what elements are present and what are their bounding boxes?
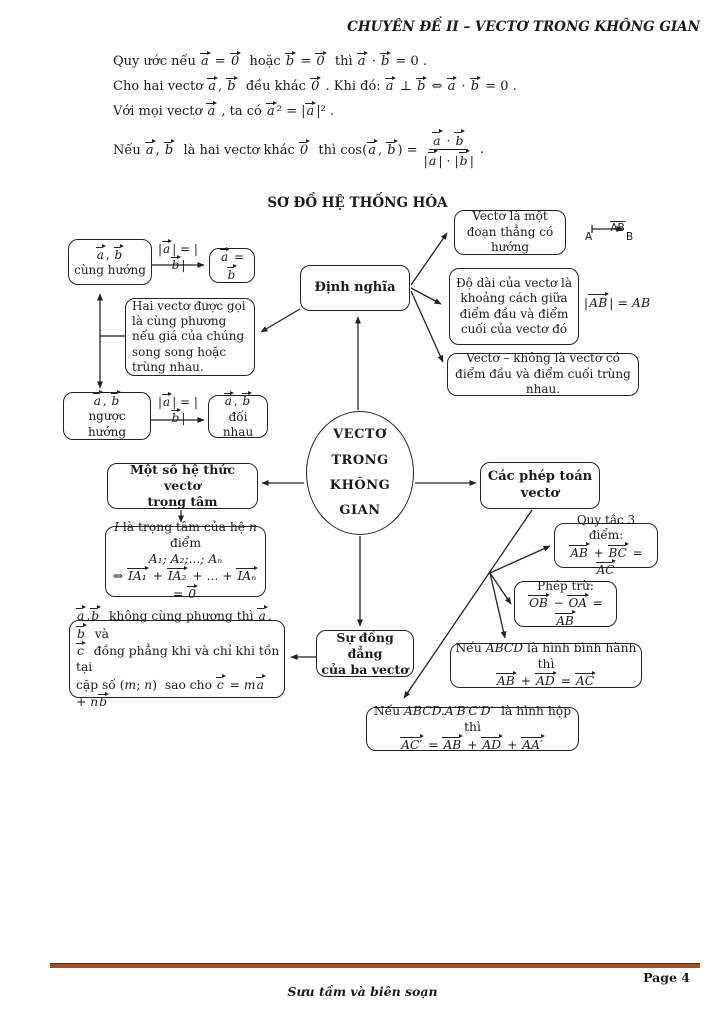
edge-label-equal-length-2: |a | = |b |	[158, 395, 198, 425]
fraction-numerator: a · b	[429, 131, 468, 150]
khong-cung-phuong-line-1: a ,b không cùng phương thì a ,b và	[77, 608, 272, 641]
node-dinh-nghia	[300, 265, 410, 311]
trong-tam-line-3: ⇔ IA₁ + IA₂ + ... + IAₙ = 0	[112, 569, 263, 602]
fraction-denominator: |a | · |b |	[423, 152, 474, 168]
node-trong-tam-detail	[105, 520, 266, 602]
node-vecto-doan-thang-text: Vectơ là một đoạn thẳng có hướng	[466, 209, 554, 255]
node-he-thuc-trong-tam	[107, 463, 258, 509]
node-cung-huong-label: cùng hướng	[74, 263, 146, 277]
edge-label-equal-length-1: |a | = |b |	[158, 242, 198, 272]
point-a-label: A	[585, 231, 593, 243]
khong-cung-phuong-line-3: cặp số (m; n) sao cho c = ma + nb	[76, 677, 270, 710]
phep-tru-formula: OB − OA = AB	[529, 596, 607, 628]
node-doi-nhau	[208, 395, 268, 438]
node-do-dai	[449, 268, 579, 345]
length-ab-formula: |AB | = AB	[583, 295, 651, 310]
footer-rule	[50, 963, 700, 968]
credit-line: Sưu tầm và biên soạn	[287, 984, 438, 999]
quy-tac-title: Quy tắc 3 điểm:	[576, 512, 636, 543]
intro-line-4-text: Nếu a , b là hai vectơ khác 0 thì cos(a , b ) =	[113, 142, 418, 158]
node-cung-huong	[68, 239, 152, 285]
trong-tam-line-1: I là trọng tâm của hệ n điểm	[114, 520, 261, 550]
node-vecto-doan-thang	[454, 210, 566, 255]
node-he-thuc-line-1: Một số hệ thức vectơ	[130, 462, 235, 493]
node-quy-tac-3-diem	[554, 512, 658, 577]
center-line-4: GIAN	[339, 503, 381, 519]
node-nguoc-huong	[63, 392, 151, 440]
node-doi-nhau-label: đối nhau	[222, 409, 254, 440]
node-nguoc-huong-symbols: a , b	[93, 393, 120, 408]
node-center-vecto-trong-khong-gian	[306, 411, 414, 535]
hbh-formula: AB + AD = AC	[496, 674, 595, 689]
node-su-dong-dang	[316, 630, 414, 677]
phep-tru-title: Phép trừ:	[537, 578, 594, 593]
intro-line-2: Cho hai vectơ a , b đều khác 0 . Khi đó: a ⊥ b ⇔ a · b = 0 .	[113, 79, 517, 94]
node-nguoc-huong-label: ngược hướng	[87, 409, 127, 439]
point-b-label: B	[626, 231, 634, 243]
node-a-equals-b	[209, 248, 255, 283]
intro-line-1: Quy ước nếu a = 0 hoặc b = 0 thì a · b = 0 .	[113, 54, 427, 69]
page-number: Page 4	[643, 970, 690, 985]
node-doi-nhau-symbols: a , b	[224, 394, 251, 409]
ab-overline: AB	[610, 222, 625, 234]
page-title: CHUYÊN ĐỀ II – VECTƠ TRONG KHÔNG GIAN	[347, 19, 700, 35]
node-vecto-khong-text: Vectơ – không là vectơ có điểm đầu và điểm cuối trùng nhau.	[455, 351, 631, 397]
node-hai-vecto-cung-phuong	[125, 298, 255, 376]
ab-arrow-label	[597, 209, 625, 246]
node-cac-phep-toan	[480, 462, 600, 509]
node-dong-dang-line-2: của ba vectơ	[321, 661, 409, 677]
node-vecto-khong	[447, 353, 639, 396]
trong-tam-line-2: A₁; A₂;...; Aₙ	[148, 551, 223, 566]
node-do-dai-text: Độ dài của vectơ là khoảng cách giữa điểm đầu và điểm cuối của vectơ đó	[455, 275, 573, 336]
intro-line-3: Với mọi vectơ a , ta có a ² = |a |² .	[113, 104, 335, 119]
node-a-equals-b-formula: a = b	[220, 250, 248, 282]
node-hai-vecto-text: Hai vectơ được gọi là cùng phương nếu giá của chúng song song hoặc trùng nhau.	[132, 298, 246, 375]
node-phep-toan-line-2: vectơ	[520, 485, 560, 501]
intro-line-4-period: .	[479, 141, 485, 157]
center-line-1: VECTƠ	[333, 427, 387, 443]
center-line-3: KHÔNG	[329, 478, 391, 493]
quy-tac-formula: AB + BC = AC	[570, 545, 647, 577]
node-dinh-nghia-label: Định nghĩa	[314, 279, 396, 295]
center-line-2: TRONG	[331, 452, 389, 468]
node-he-thuc-line-2: trọng tâm	[147, 494, 218, 509]
cos-fraction	[421, 131, 477, 168]
khong-cung-phuong-line-2: c đồng phẳng khi và chỉ khi tồn tại	[76, 644, 284, 674]
node-hinh-hop	[366, 704, 579, 752]
node-dong-dang-line-1: Sự đồng đẳng	[336, 629, 394, 661]
node-phep-toan-line-1: Các phép toán	[487, 468, 593, 484]
node-phep-tru	[514, 578, 617, 628]
hinh-hop-formula: AC′ = AB + AD + AA′	[401, 737, 543, 752]
node-hinh-binh-hanh	[450, 640, 642, 689]
section-title: SƠ ĐỒ HỆ THỐNG HÓA	[267, 195, 448, 211]
intro-line-4	[113, 127, 484, 171]
node-khong-cung-phuong	[69, 608, 285, 710]
node-cung-huong-symbols: a , b	[96, 247, 123, 262]
hinh-hop-line-1: Nếu ABCD.A′B′C′D′ là hình hộp thì	[373, 704, 576, 735]
hbh-line-1: Nếu ABCD là hình bình hành thì	[455, 640, 641, 671]
